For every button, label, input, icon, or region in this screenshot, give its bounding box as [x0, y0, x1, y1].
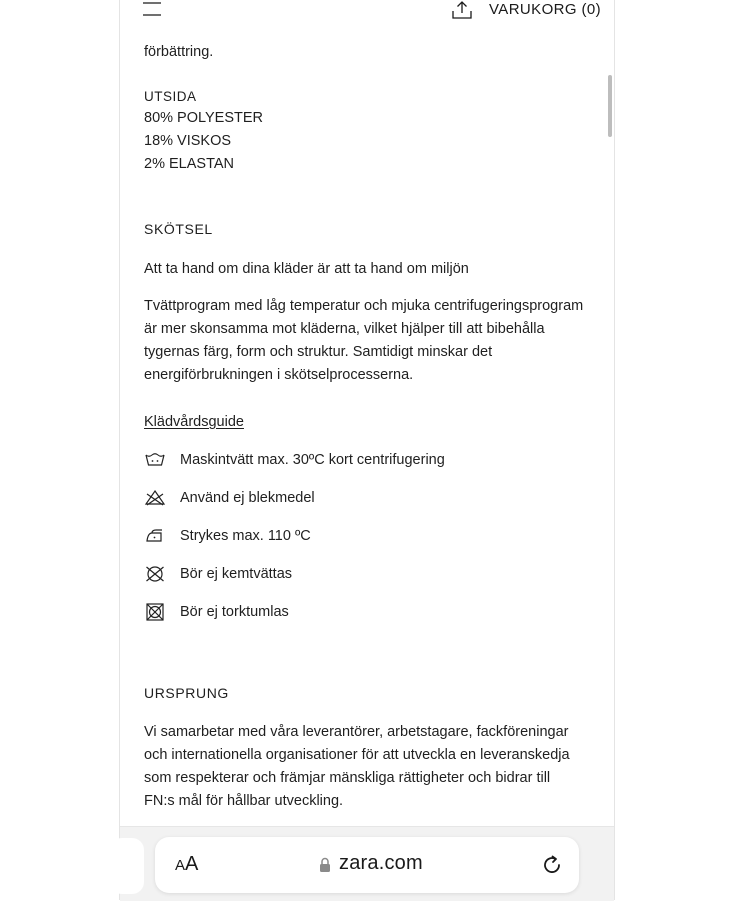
site-header	[120, 0, 614, 34]
care-subtitle: Att ta hand om dina kläder är att ta hand om miljön	[144, 261, 469, 277]
no-tumble-dry-icon	[144, 601, 166, 623]
previous-tab-pill[interactable]	[110, 838, 144, 894]
no-bleach-icon	[144, 487, 166, 509]
menu-icon[interactable]	[142, 0, 162, 18]
url-domain[interactable]: zara.com	[339, 852, 423, 874]
share-icon[interactable]	[451, 0, 473, 20]
composition-intro-tail: förbättring.	[144, 44, 214, 60]
scrollbar[interactable]	[608, 75, 612, 137]
iron-low-icon	[144, 525, 166, 547]
material-line: 80% POLYESTER	[144, 110, 264, 126]
reload-icon[interactable]	[540, 853, 564, 877]
browser-toolbar	[120, 826, 614, 901]
text-size-button[interactable]: AA	[175, 853, 199, 875]
lock-icon	[318, 857, 332, 873]
mobile-viewport: förbättring. UTSIDA 80% POLYESTER 18% VISKOS 2% ELASTAN SKÖTSEL Att ta hand om dina kläder är att ta hand om miljön Tvättprogram med låg temperatur och mjuka centrifugeringsprogram är mer skonsamma mot kläderna, vilket hjälper till att bibehålla tygernas färg, form och struktur. Samtidigt minskar det energiförbrukningen i skötselprocesserna. Klädvårdsguide Maskintvätt max. 30ºC kort centrifugering Använd ej blekmedel Strykes max. 110 ºC Bör ej kemtvättas Bör ej torktumlas URSPRUNG Vi samarbetar med våra leverantörer, arbetstagare, fackföreningar och internationella organisationer för att utveckla en leveranskedja som respekterar och främjar mänskliga rättigheter och bidrar till FN:s mål för hållbar utveckling. VARUKORG (0) AA zara.com	[120, 0, 614, 900]
wash-30-icon	[144, 449, 166, 471]
address-bar[interactable]	[155, 837, 579, 893]
care-description: Tvättprogram med låg temperatur och mjuka centrifugeringsprogram är mer skonsamma mot kläderna, vilket hjälper till att bibehålla tygernas färg, form och struktur. Samtidigt minskar det energiförbrukningen i skötselprocesserna.	[144, 298, 584, 383]
material-line: 18% VISKOS	[144, 133, 232, 149]
origin-heading: URSPRUNG	[144, 685, 229, 701]
care-guide-link[interactable]: Klädvårdsguide	[144, 414, 244, 430]
no-dry-clean-icon	[144, 563, 166, 585]
origin-description: Vi samarbetar med våra leverantörer, arbetstagare, fackföreningar och internationella organisationer för att utveckla en leveranskedja som respekterar och främjar mänskliga rättigheter och bidrar till FN:s mål för hållbar utveckling.	[144, 724, 570, 809]
cart-link[interactable]: VARUKORG (0)	[489, 1, 602, 18]
frame-edge-right	[614, 0, 615, 900]
material-line: 2% ELASTAN	[144, 156, 234, 172]
outer-label: UTSIDA	[144, 89, 197, 104]
care-heading: SKÖTSEL	[144, 221, 213, 237]
